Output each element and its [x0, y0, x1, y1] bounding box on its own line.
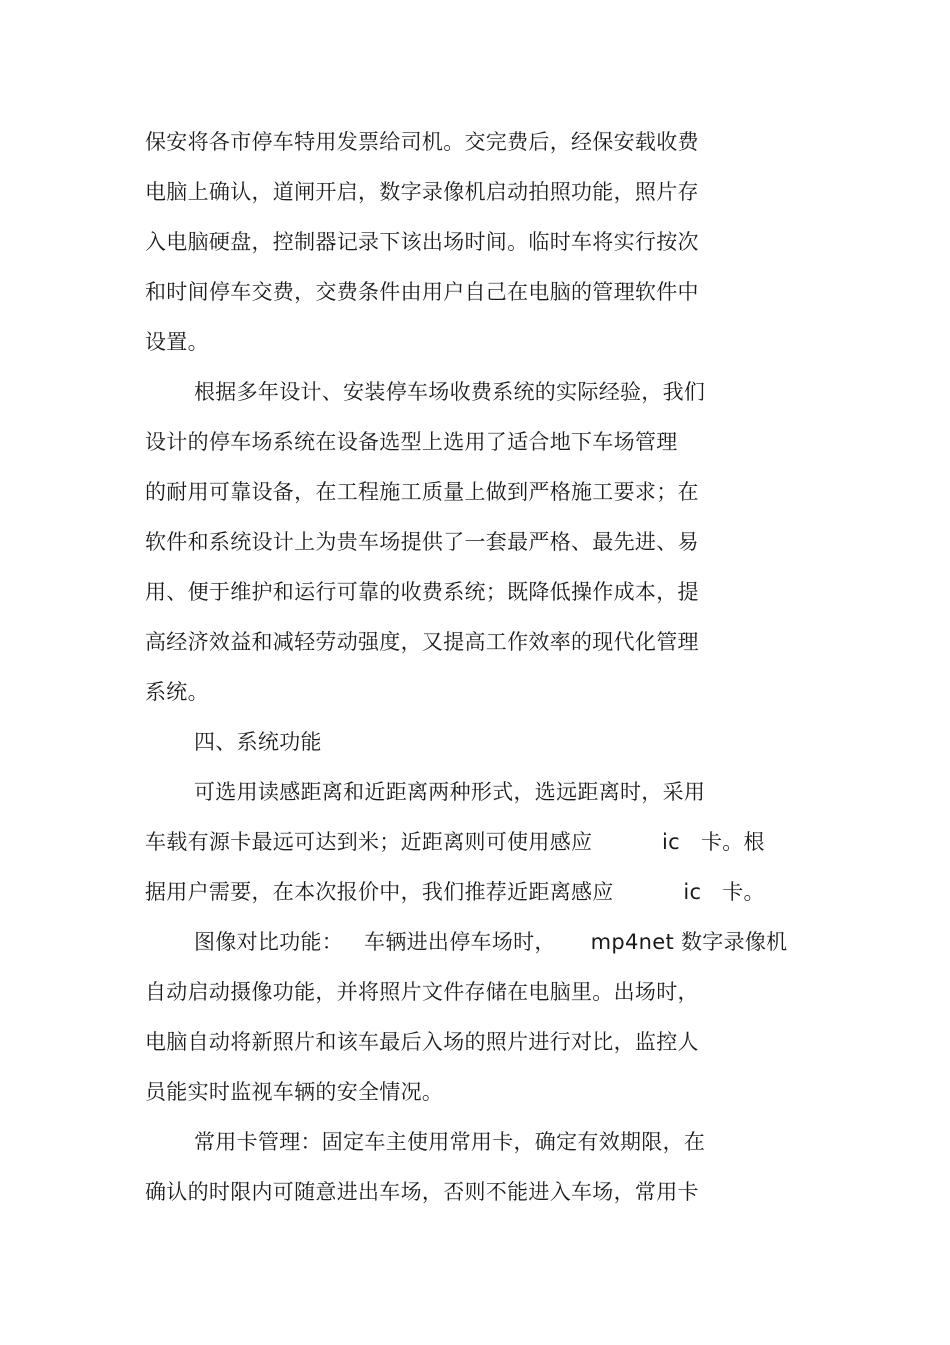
section-heading: 四、系统功能 [194, 730, 322, 754]
text-line: 和时间停车交费，交费条件由用户自己在电脑的管理软件中 [145, 280, 699, 304]
text-line: 用、便于维护和运行可靠的收费系统；既降低操作成本，提 [145, 580, 699, 604]
text-line: 自动启动摄像功能，并将照片文件存储在电脑里。出场时， [145, 980, 699, 1004]
text-line: 电脑自动将新照片和该车最后入场的照片进行对比，监控人 [145, 1030, 699, 1054]
text-line: 设置。 [145, 330, 209, 354]
paragraph-start: 可选用读感距离和近距离两种形式，选远距离时，采用 [194, 780, 706, 804]
text-line: 设计的停车场系统在设备选型上选用了适合地下车场管理 [145, 430, 678, 454]
text-line: 系统。 [145, 680, 209, 704]
text-line: 软件和系统设计上为贵车场提供了一套最严格、最先进、易 [145, 530, 699, 554]
text-line: 的耐用可靠设备，在工程施工质量上做到严格施工要求；在 [145, 480, 699, 504]
text-line: 保安将各市停车特用发票给司机。交完费后，经保安载收费 [145, 130, 699, 154]
text-line: 车载有源卡最远可达到米；近距离则可使用感应 ic 卡。根 [145, 830, 765, 854]
text-line: 入电脑硬盘，控制器记录下该出场时间。临时车将实行按次 [145, 230, 699, 254]
paragraph-start: 根据多年设计、安装停车场收费系统的实际经验，我们 [194, 380, 706, 404]
text-line: 电脑上确认，道闸开启，数字录像机启动拍照功能，照片存 [145, 180, 699, 204]
text-line: 据用户需要，在本次报价中，我们推荐近距离感应 ic 卡。 [145, 880, 765, 904]
text-line: 确认的时限内可随意进出车场，否则不能进入车场，常用卡 [145, 1180, 699, 1204]
text-line: 员能实时监视车辆的安全情况。 [145, 1080, 444, 1104]
paragraph-start: 常用卡管理：固定车主使用常用卡，确定有效期限，在 [194, 1130, 706, 1154]
text-line: 高经济效益和减轻劳动强度，又提高工作效率的现代化管理 [145, 630, 699, 654]
paragraph-start: 图像对比功能： 车辆进出停车场时， mp4net 数字录像机 [194, 930, 788, 954]
